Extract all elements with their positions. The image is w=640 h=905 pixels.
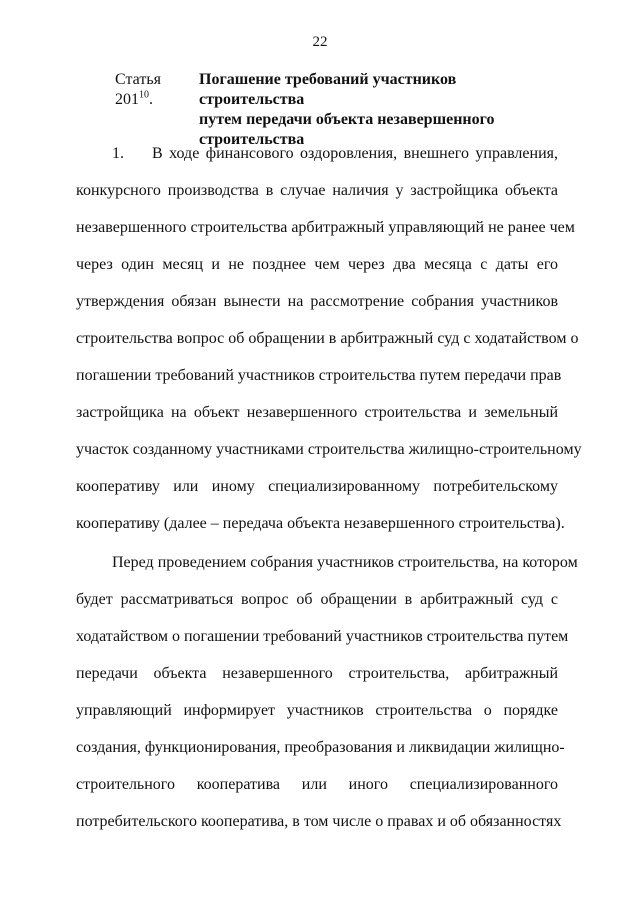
paragraph-line: потребительского кооператива, в том числе о правах и об обязанностях — [76, 813, 562, 830]
article-label — [115, 70, 199, 110]
paragraph-line: создания, функционирования, преобразования и ликвидации жилищно- — [76, 739, 565, 756]
article-title-line: Погашение требований участников строительства — [199, 71, 457, 108]
article-title — [199, 70, 539, 150]
paragraph-line: конкурсного производства в случае наличия у застройщика объекта — [76, 182, 558, 199]
article-label-superscript: 10 — [139, 89, 149, 101]
paragraph-line: незавершенного строительства арбитражный управляющий не ранее чем — [76, 219, 575, 236]
article-label-dot: . — [149, 91, 153, 108]
paragraph-line: утверждения обязан вынести на рассмотрение собрания участников — [76, 293, 558, 310]
paragraph-line: В ходе финансового оздоровления, внешнего управления, — [152, 145, 558, 162]
paragraph-line: Перед проведением собрания участников строительства, на котором — [112, 554, 578, 571]
paragraph-line: ходатайством о погашении требований участников строительства путем — [76, 628, 569, 645]
article-title-line: строительства — [199, 131, 305, 148]
article-title-line: путем передачи объекта незавершенного — [199, 111, 495, 128]
paragraph-line: строительного кооператива или иного специализированного — [76, 776, 558, 793]
page-number: 22 — [312, 34, 328, 50]
paragraph-line: будет рассматриваться вопрос об обращении в арбитражный суд с — [76, 591, 558, 608]
paragraph-line: погашении требований участников строительства путем передачи прав — [76, 367, 562, 384]
paragraph-line: управляющий информирует участников строительства о порядке — [76, 702, 558, 719]
paragraph-line: застройщика на объект незавершенного строительства и земельный — [76, 404, 558, 421]
paragraph-line: через один месяц и не позднее чем через два месяца с даты его — [76, 256, 558, 273]
paragraph-line: кооперативу или иному специализированному потребительскому — [76, 478, 558, 495]
paragraph-line: участок созданному участниками строительства жилищно-строительному — [76, 441, 582, 458]
paragraph-line: кооперативу (далее – передача объекта незавершенного строительства). — [76, 515, 565, 532]
article-heading — [115, 70, 539, 150]
paragraph-number: 1. — [112, 145, 124, 162]
paragraph-line: строительства вопрос об обращении в арбитражный суд с ходатайством о — [76, 330, 579, 347]
paragraph-line: передачи объекта незавершенного строительства, арбитражный — [76, 665, 558, 682]
article-label-text: Статья 201 — [115, 71, 161, 108]
